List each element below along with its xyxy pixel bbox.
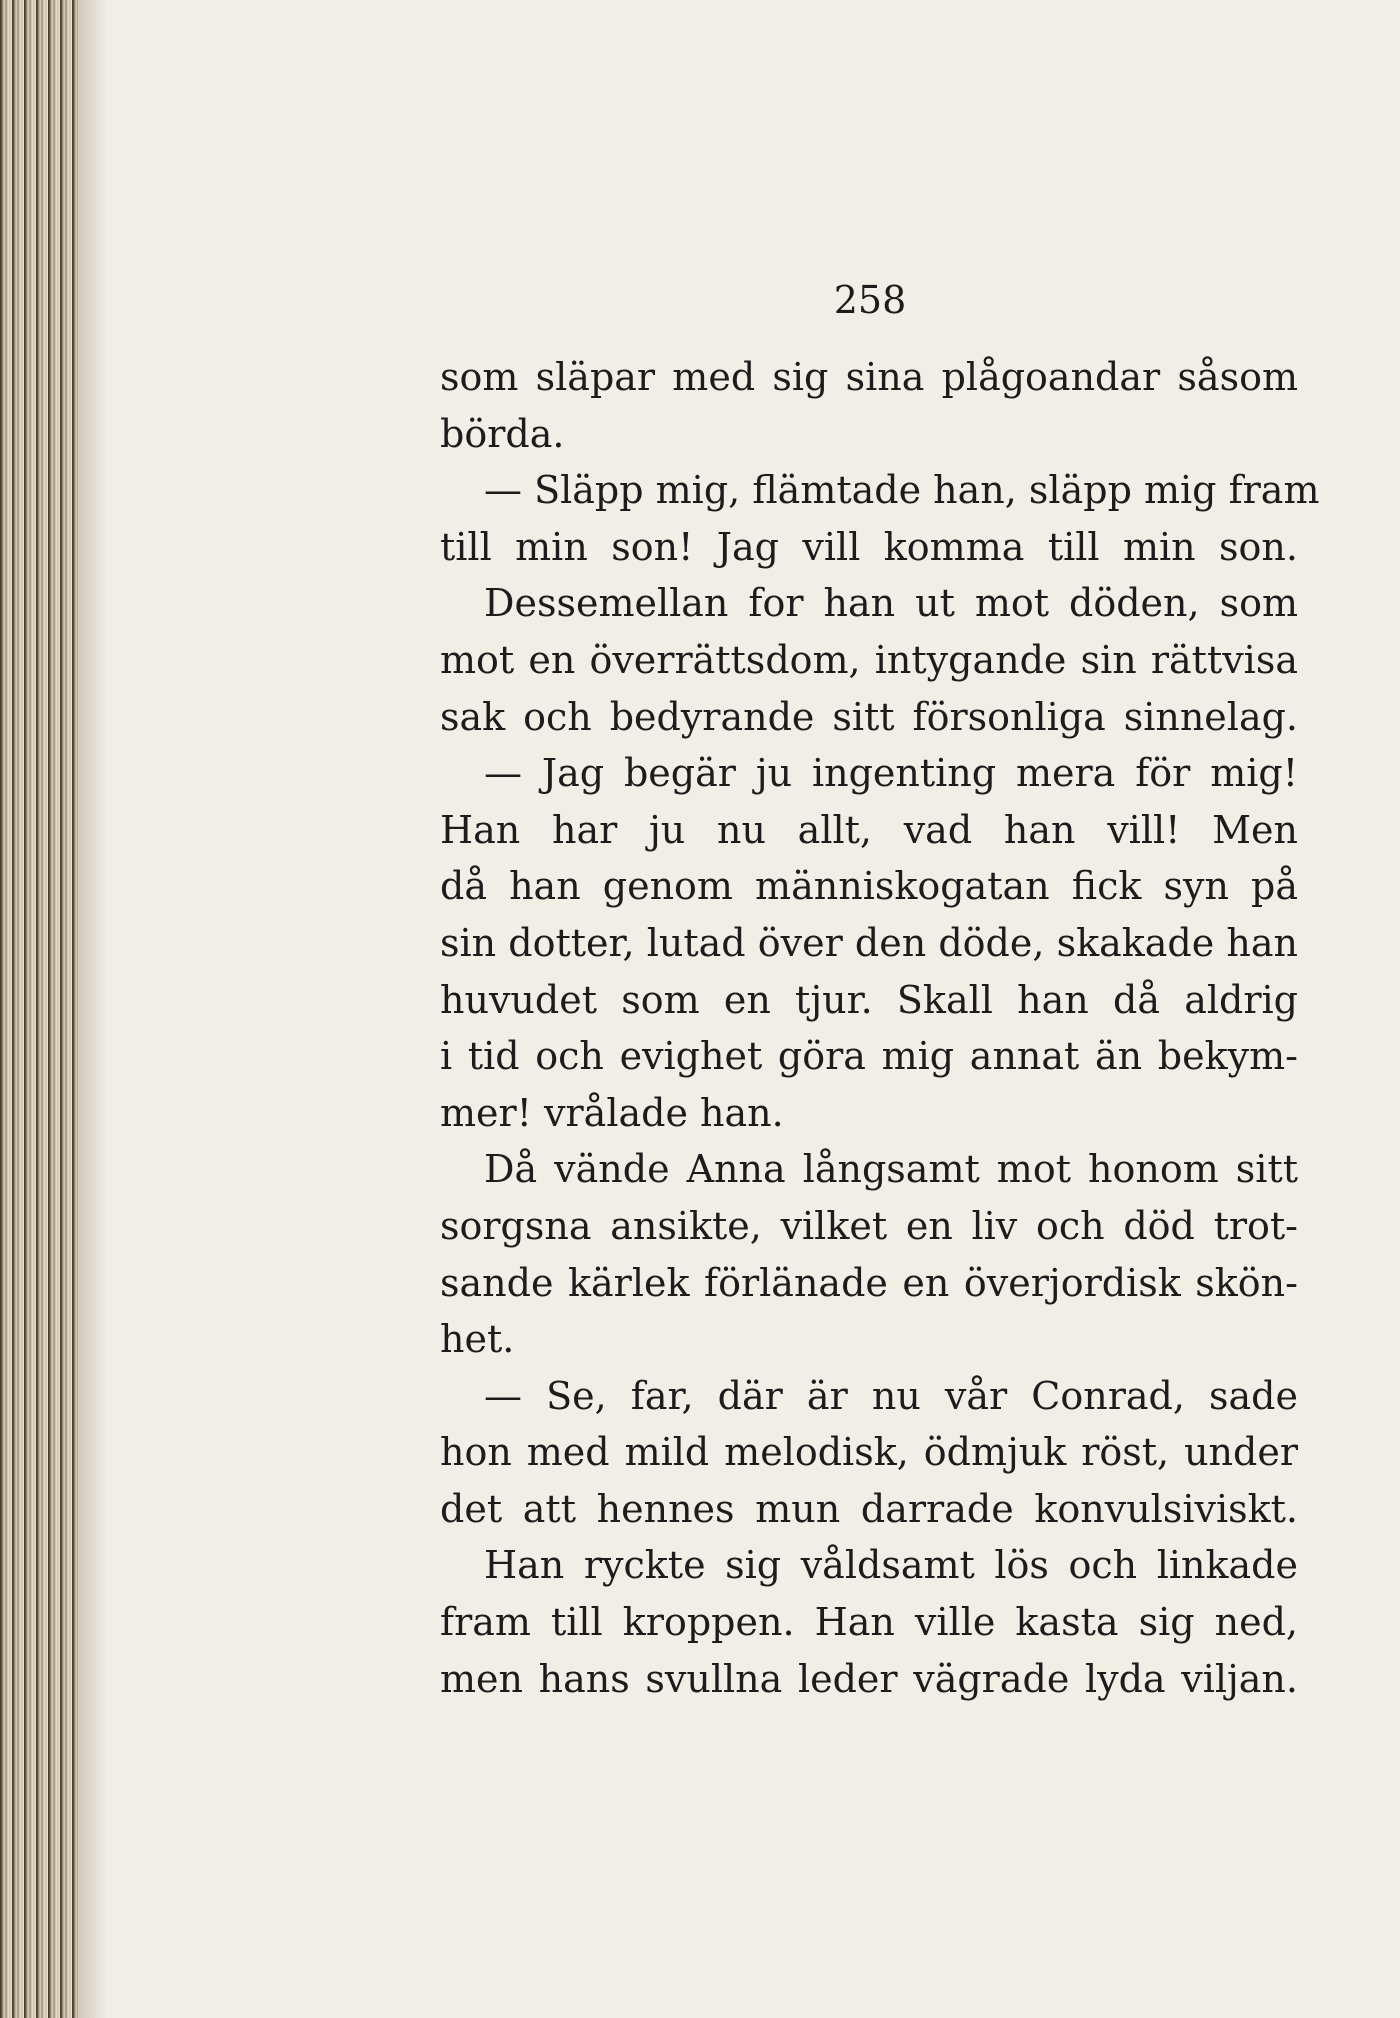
text-line: hon med mild melodisk, ödmjuk röst, under [440, 1430, 1298, 1475]
text-line: — Jag begär ju ingenting mera för mig! [484, 751, 1298, 796]
text-line: det att hennes mun darrade konvulsiviskt. [440, 1486, 1298, 1531]
text-line: sak och bedyrande sitt försonliga sinnelag. [440, 694, 1298, 739]
text-line: Han ryckte sig våldsamt lös och linkade [484, 1543, 1298, 1588]
text-line: mer! vrålade han. [440, 1090, 784, 1135]
text-line: som släpar med sig sina plågoandar såsom [440, 355, 1298, 399]
page-number: 258 [833, 278, 907, 322]
text-line: till min son! Jag vill komma till min son. [440, 524, 1298, 569]
text-line: Dessemellan for han ut mot döden, som [484, 581, 1298, 626]
text-line: men hans svullna leder vägrade lyda viljan. [440, 1656, 1298, 1701]
text-line: fram till kroppen. Han ville kasta sig ned, [440, 1600, 1298, 1645]
text-line: het. [440, 1317, 515, 1362]
text-line: — Se, far, där är nu vår Conrad, sade [484, 1373, 1298, 1418]
text-line: Han har ju nu allt, vad han vill! Men [440, 807, 1298, 852]
text-line: sin dotter, lutad över den döde, skakade han [440, 920, 1298, 965]
text-line: huvudet som en tjur. Skall han då aldrig [440, 977, 1298, 1022]
text-line: börda. [440, 411, 565, 456]
body-text [440, 349, 1320, 1707]
text-line: Då vände Anna långsamt mot honom sitt [484, 1147, 1298, 1192]
text-line: i tid och evighet göra mig annat än bekym- [440, 1034, 1298, 1079]
text-line: sorgsna ansikte, vilket en liv och död trot- [440, 1203, 1298, 1248]
text-line: — Släpp mig, flämtade han, släpp mig fram [484, 468, 1320, 513]
text-line: då han genom människogatan fick syn på [440, 864, 1298, 909]
text-line: mot en överrättsdom, intygande sin rättvisa [440, 637, 1298, 682]
text-line: sande kärlek förlänade en överjordisk skön- [440, 1260, 1298, 1305]
